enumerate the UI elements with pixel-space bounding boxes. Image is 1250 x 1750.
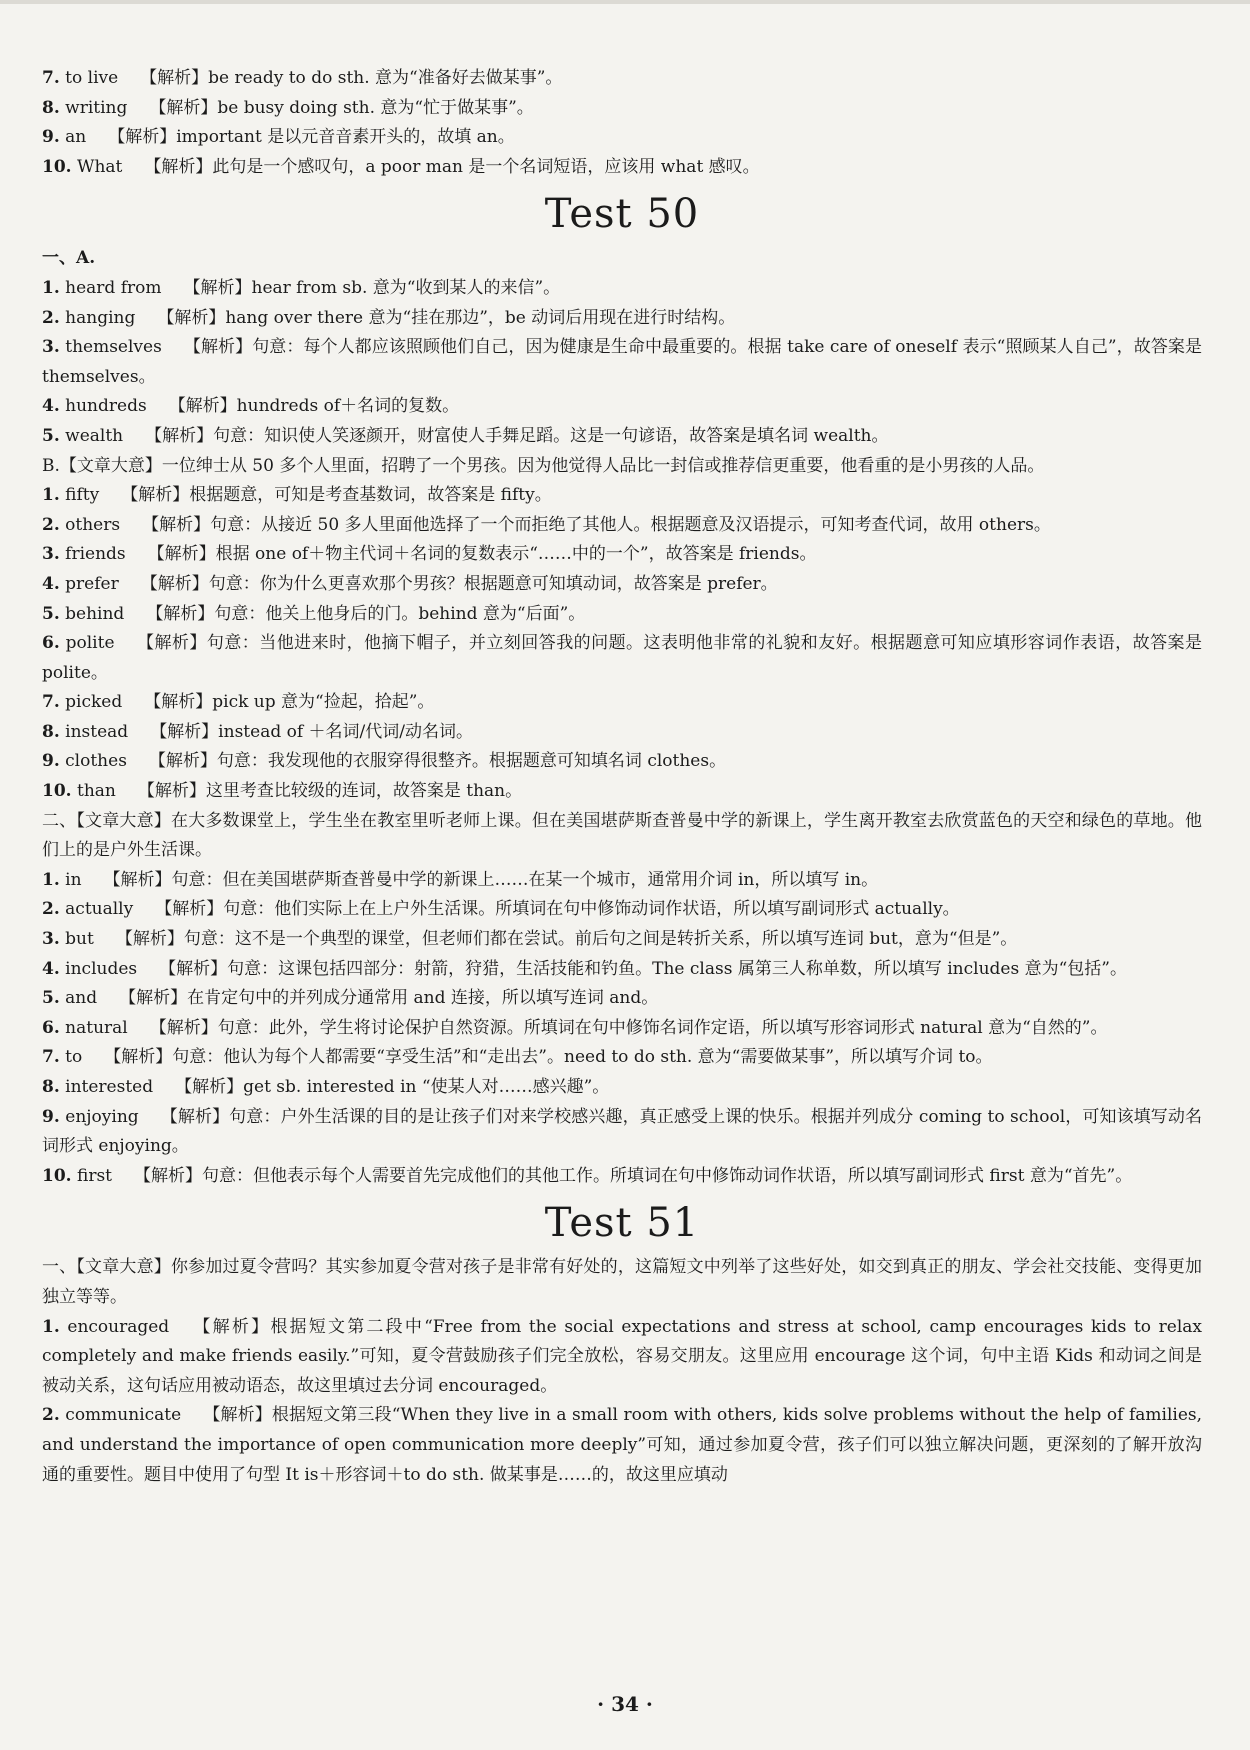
list-item: 4. hundreds 【解析】hundreds of＋名词的复数。 xyxy=(42,396,460,417)
top-items xyxy=(42,64,1202,182)
list-item: 10. What 【解析】此句是一个感叹句，a poor man 是一个名词短语，应该用 what 感叹。 xyxy=(42,156,760,177)
list-item: 8. writing 【解析】be busy doing sth. 意为“忙于做某事”。 xyxy=(42,97,534,118)
list-item: 5. behind 【解析】句意：他关上他身后的门。behind 意为“后面”。 xyxy=(42,603,586,624)
test50-section-b xyxy=(42,481,1202,807)
list-item: 1. encouraged 【解析】根据短文第二段中“Free from the social expectations and stress at school, camp encourages kids to relax completely and make friends easily.”可知，夏令营鼓励孩子们完全放松，容易交朋友。这里应用 encourage 这个词，句中主语 Kids 和动词之间是被动关系，这句话应用被动语态，故这里填过去分词 encouraged。 xyxy=(42,1316,1203,1396)
section-a-label: 一、A. xyxy=(42,248,96,269)
list-item: 8. interested 【解析】get sb. interested in “使某人对……感兴趣”。 xyxy=(42,1077,610,1097)
list-item: 2. communicate 【解析】根据短文第三段“When they live in a small room with others, kids solve problems without the help of families, and understand the importance of open communication more deeply”可知，通过参加夏令营，孩子们可以独立解决问题，更深刻的了解开放沟通的重要性。题目中使用了句型 It is＋形容词＋to do sth. 做某事是……的，故这里应填动 xyxy=(42,1405,1203,1485)
test51-section-1 xyxy=(42,1313,1202,1491)
list-item: 2. actually 【解析】句意：他们实际上在上户外生活课。所填词在句中修饰动词作状语，所以填写副词形式 actually。 xyxy=(42,899,960,920)
list-item: 1. fifty 【解析】根据题意，可知是考查基数词，故答案是 fifty。 xyxy=(42,485,552,506)
list-item: 8. instead 【解析】instead of ＋名词/代词/动名词。 xyxy=(42,721,473,742)
list-item: 3. friends 【解析】根据 one of＋物主代词＋名词的复数表示“……中的一个”，故答案是 friends。 xyxy=(42,544,817,565)
test50-section-a xyxy=(42,274,1202,452)
list-item: 9. enjoying 【解析】句意：户外生活课的目的是让孩子们对来学校感兴趣，真正感受上课的快乐。根据并列成分 coming to school，可知该填写动名词形式 enjoying。 xyxy=(42,1106,1202,1157)
list-item: 7. picked 【解析】pick up 意为“捡起，拾起”。 xyxy=(42,692,435,713)
list-item: 6. polite 【解析】句意：当他进来时，他摘下帽子，并立刻回答我的问题。这表明他非常的礼貌和友好。根据题意可知应填形容词作表语，故答案是 polite。 xyxy=(42,633,1202,683)
test50-section-2 xyxy=(42,866,1202,1192)
list-item: 4. prefer 【解析】句意：你为什么更喜欢那个男孩？根据题意可知填动词，故答案是 prefer。 xyxy=(42,573,778,594)
list-item: 1. in 【解析】句意：但在美国堪萨斯查普曼中学的新课上……在某一个城市，通常用介词 in，所以填写 in。 xyxy=(42,869,879,890)
answer-page xyxy=(42,64,1202,1490)
section-2-summary: 二、【文章大意】在大多数课堂上，学生坐在教室里听老师上课。但在美国堪萨斯查普曼中学的新课上，学生离开教室去欣赏蓝色的天空和绿色的草地。他们上的是户外生活课。 xyxy=(42,810,1202,861)
list-item: 9. an 【解析】important 是以元音音素开头的，故填 an。 xyxy=(42,127,515,148)
list-item: 2. others 【解析】句意：从接近 50 多人里面他选择了一个而拒绝了其他人。根据题意及汉语提示，可知考查代词，故用 others。 xyxy=(42,514,1051,535)
list-item: 2. hanging 【解析】hang over there 意为“挂在那边”，be 动词后用现在进行时结构。 xyxy=(42,307,736,328)
list-item: 4. includes 【解析】句意：这课包括四部分：射箭，狩猎，生活技能和钓鱼。The class 属第三人称单数，所以填写 includes 意为“包括”。 xyxy=(42,958,1127,979)
list-item: 7. to live 【解析】be ready to do sth. 意为“准备好去做某事”。 xyxy=(42,68,563,88)
list-item: 3. themselves 【解析】句意：每个人都应该照顾他们自己，因为健康是生命中最重要的。根据 take care of oneself 表示“照顾某人自己”，故答案是 themselves。 xyxy=(42,337,1202,387)
section-1-summary: 一、【文章大意】你参加过夏令营吗？其实参加夏令营对孩子是非常有好处的，这篇短文中列举了这些好处，如交到真正的朋友、学会社交技能、变得更加独立等等。 xyxy=(42,1257,1202,1307)
section-b-summary: B.【文章大意】一位绅士从 50 多个人里面，招聘了一个男孩。因为他觉得人品比一封信或推荐信更重要，他看重的是小男孩的人品。 xyxy=(42,455,1045,476)
list-item: 7. to 【解析】句意：他认为每个人都需要“享受生活”和“走出去”。need to do sth. 意为“需要做某事”，所以填写介词 to。 xyxy=(42,1047,993,1068)
list-item: 10. than 【解析】这里考查比较级的连词，故答案是 than。 xyxy=(42,781,523,802)
list-item: 6. natural 【解析】句意：此外，学生将讨论保护自然资源。所填词在句中修饰名词作定语，所以填写形容词形式 natural 意为“自然的”。 xyxy=(42,1017,1108,1038)
list-item: 3. but 【解析】句意：这不是一个典型的课堂，但老师们都在尝试。前后句之间是转折关系，所以填写连词 but，意为“但是”。 xyxy=(42,929,1018,950)
list-item: 1. heard from 【解析】hear from sb. 意为“收到某人的来信”。 xyxy=(42,277,561,298)
page-number: · 34 · xyxy=(597,1692,653,1716)
page-top-edge xyxy=(0,0,1250,4)
list-item: 5. and 【解析】在肯定句中的并列成分通常用 and 连接，所以填写连词 and。 xyxy=(42,988,659,1009)
test-51-title: Test 51 xyxy=(544,1200,700,1247)
list-item: 5. wealth 【解析】句意：知识使人笑逐颜开，财富使人手舞足蹈。这是一句谚语，故答案是填名词 wealth。 xyxy=(42,425,889,446)
list-item: 9. clothes 【解析】句意：我发现他的衣服穿得很整齐。根据题意可知填名词 clothes。 xyxy=(42,751,727,772)
list-item: 10. first 【解析】句意：但他表示每个人需要首先完成他们的其他工作。所填词在句中修饰动词作状语，所以填写副词形式 first 意为“首先”。 xyxy=(42,1165,1133,1186)
test-50-title: Test 50 xyxy=(544,191,700,238)
